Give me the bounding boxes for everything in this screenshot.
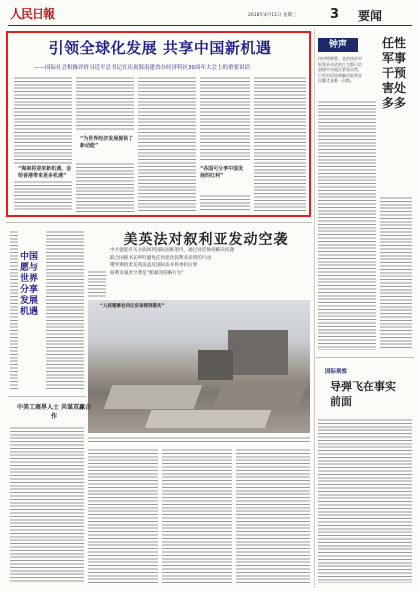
pull-quote: “海南将迎来新机遇，会给香港带来更多机遇” [18, 166, 72, 179]
masthead [8, 4, 412, 26]
section-rule [316, 357, 414, 358]
right-column-label: 国际观察 [325, 369, 348, 375]
sidebar-body [380, 196, 412, 350]
sidebar-column-label: 钟声 [318, 38, 358, 52]
lead-article-body [76, 162, 134, 212]
sidebar-vertical-title[interactable]: 任性军事干预害处多多 [381, 36, 406, 110]
lead-article-subtitle: ——国际社会积极评价习近平总书记在庆祝海南建省办经济特区30周年大会上的重要讲话 [34, 65, 251, 71]
newspaper-logo: 人民日報 [10, 7, 55, 21]
pull-quote: “为世界经济发展提供了新动能” [80, 136, 134, 149]
sidebar-body [318, 100, 376, 350]
pull-quote: “各国可分享中国发展的红利” [200, 166, 244, 179]
second-article-body [88, 270, 106, 298]
column-divider [314, 28, 315, 588]
lead-article-body [200, 194, 250, 212]
subtitle-line: 中方敦促有关方面回到国际法框架内，通过对话协商解决问题 [110, 248, 235, 253]
photo-rubble [104, 385, 203, 409]
second-article-subtitle [110, 247, 310, 277]
second-article-body [162, 448, 232, 583]
photo-rubble [145, 410, 272, 428]
subtitle-line: 俄罗斯指责美英法违反国际法并将承担后果 [110, 263, 198, 268]
subtitle-line: 联合国秘书长呼吁避免任何恶化叙利亚局势的行动 [110, 255, 212, 261]
left-article-body [10, 230, 18, 390]
lead-article-body [138, 76, 196, 212]
second-article-body [88, 448, 158, 583]
left-small-headline[interactable]: 中美工商界人士 共谋双赢合作 [16, 404, 92, 420]
left-article-body [46, 230, 84, 390]
left-vertical-title[interactable]: 中国愿与世界分享发展机遇 [20, 252, 39, 317]
photo-pull-quote: “人权理事会决议应该得到落实” [100, 304, 165, 309]
second-article-body [236, 448, 310, 583]
right-bottom-body [318, 418, 412, 583]
section-name: 要闻 [358, 9, 383, 23]
second-article-title[interactable]: 美英法对叙利亚发动空袭 [123, 232, 289, 248]
left-article-body [10, 426, 84, 583]
lead-article-body [254, 76, 306, 212]
page-number: 3 [330, 7, 340, 22]
right-bottom-title[interactable]: 导弹飞在事实前面 [330, 380, 396, 408]
section-rule [6, 222, 312, 223]
sidebar-teaser: 任何特朗普、北约伙伴对叙利亚动武的行为都只会加剧中东地区紧张局势，只有对话协商解决叙利亚问题才是唯一出路。 [318, 56, 362, 83]
issue-date: 2018年4月11日 星期三 [248, 13, 297, 18]
news-photo[interactable] [88, 300, 310, 433]
lead-article-body [200, 76, 250, 162]
photo-caption [88, 436, 310, 444]
lead-article-title[interactable]: 引领全球化发展 共享中国新机遇 [48, 39, 272, 57]
section-rule [8, 396, 86, 397]
photo-building [198, 350, 233, 380]
lead-article-body [76, 76, 134, 132]
lead-article-body [14, 76, 72, 164]
photo-building [228, 330, 288, 375]
lead-article-body [14, 180, 72, 212]
subtitle-line: 叙利亚谴责空袭是“粗暴的侵略行为” [110, 270, 184, 276]
photo-rubble [213, 380, 309, 410]
